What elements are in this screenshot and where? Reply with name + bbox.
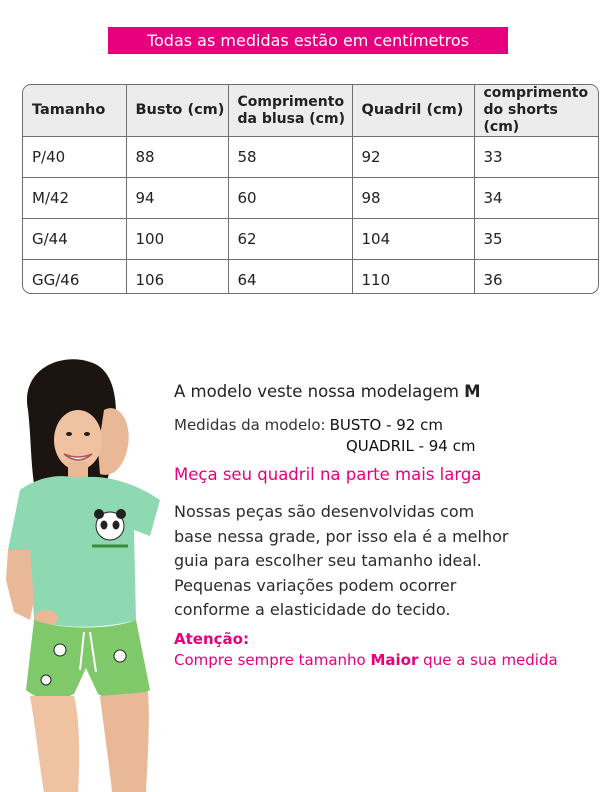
table-cell: GG/46	[23, 260, 126, 295]
table-cell: 35	[474, 219, 598, 260]
table-row	[23, 137, 598, 178]
attention-text: Compre sempre tamanho Maior que a sua medida	[174, 651, 558, 669]
table-row	[23, 219, 598, 260]
table-cell: 36	[483, 271, 503, 290]
table-cell: 33	[474, 137, 598, 178]
paragraph-line: conforme a elasticidade do tecido.	[174, 600, 451, 619]
table-cell: 98	[352, 178, 474, 219]
header-comprimento-shorts: comprimento do shorts (cm)	[474, 85, 598, 137]
header-busto: Busto (cm)	[126, 85, 228, 137]
model-bust: BUSTO - 92 cm	[329, 416, 444, 434]
model-hip: QUADRIL - 94 cm	[346, 437, 476, 455]
paragraph-line: guia para escolher seu tamanho ideal.	[174, 551, 482, 570]
units-banner: Todas as medidas estão em centímetros	[108, 27, 508, 54]
attention-title: Atenção:	[174, 630, 249, 648]
table-cell: G/44	[23, 219, 126, 260]
paragraph-line: base nessa grade, por isso ela é a melhor	[174, 526, 509, 546]
table-cell: 92	[352, 137, 474, 178]
header-quadril: Quadril (cm)	[352, 85, 474, 137]
table-cell: M/42	[23, 178, 126, 219]
paragraph-line: Pequenas variações podem ocorrer	[174, 575, 457, 595]
table-cell: 58	[228, 137, 352, 178]
table-row	[23, 260, 598, 295]
size-table	[22, 84, 599, 294]
model-measures: Medidas da modelo: BUSTO - 92 cm	[174, 416, 444, 434]
table-cell: 34	[474, 178, 598, 219]
table-cell: 110	[352, 260, 474, 295]
paragraph-line: Nossas peças são desenvolvidas com	[174, 502, 475, 521]
table-row	[23, 178, 598, 219]
table-cell: P/40	[23, 137, 126, 178]
hip-tip: Meça seu quadril na parte mais larga	[174, 465, 482, 484]
table-cell: 100	[126, 219, 228, 260]
table-header-row	[23, 85, 598, 137]
table-cell: 88	[126, 137, 228, 178]
table-cell: 60	[228, 178, 352, 219]
size-guide-paragraph	[174, 500, 508, 623]
header-tamanho: Tamanho	[23, 85, 126, 137]
table-cell: 94	[126, 178, 228, 219]
table-cell: 106	[126, 260, 228, 295]
model-size-intro: A modelo veste nossa modelagem M	[174, 382, 481, 401]
model-size: M	[464, 382, 481, 401]
table-cell: 64	[228, 260, 352, 295]
model-photo	[0, 350, 176, 792]
table-cell: 62	[228, 219, 352, 260]
table-cell: 104	[352, 219, 474, 260]
header-comprimento-blusa: Comprimento da blusa (cm)	[228, 85, 352, 137]
